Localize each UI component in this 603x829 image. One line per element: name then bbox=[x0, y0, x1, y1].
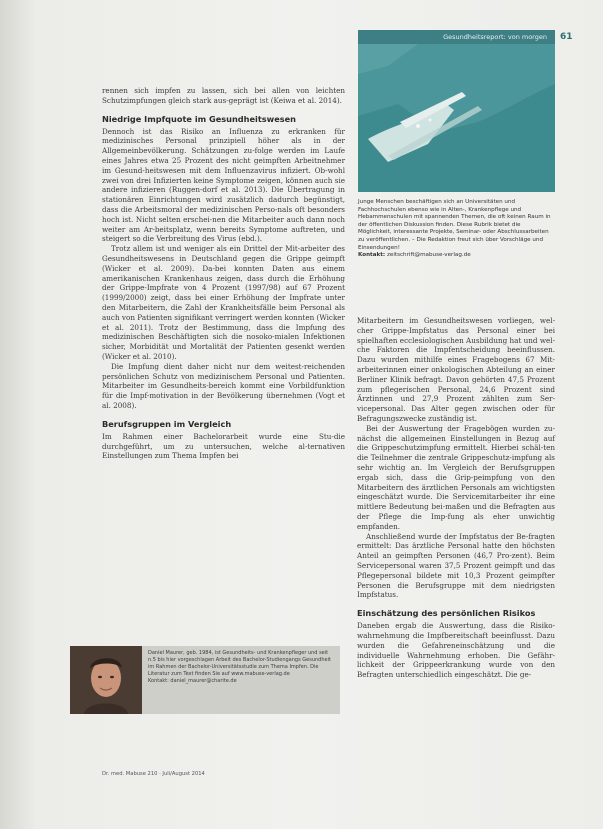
body-paragraph: Mitarbeitern im Gesundheitswesen vorliegen, wel-cher Grippe-Impfstatus das Personal einer bei spielhaften ecclesiologischen Ausbildung hat und wel-che Faktoren die Impfentscheidung beeinflussen. Dazu wurden mithilfe eines Fragebogens 67 Mit-arbeiterinnen einer onkologischen Abteilung an einer Berliner Klinik befragt. Davon gehörten 47,5 Prozent zum pflegerischen Personal, 24,6 Prozent sind Ärztinnen und 27,9 Prozent zählten zum Ser-vicepersonal. Das Alter gegen zwischen oder für Befragungszwecke zuständig ist. bbox=[357, 316, 555, 423]
section-header-label: Gesundheitsreport: von morgen bbox=[443, 33, 547, 41]
page-footer: Dr. med. Mabuse 210 · Juli/August 2014 bbox=[102, 771, 205, 777]
left-column bbox=[102, 86, 345, 461]
author-bio-text: Daniel Maurer, geb. 1984, ist Gesundheits- und Krankenpfleger und seit n.5 bis hier vorgeschlagen Arbeit des Bachelor-Studiengangs Gesundheit im Rahmen der Bachelor-Universitätsstudie zum Thema Impfen. Die Literatur zum Text finden Sie auf www.mabuse-verlag.de bbox=[148, 650, 331, 677]
body-paragraph: Daneben ergab die Auswertung, dass die Risiko-wahrnehmung die Impfbereitschaft beeinflusst. Dazu wurden die Gefahreneinschätzung und die individuelle Wahrnehmung erhoben. Die Gefähr-lichkeit der Grippeerkrankung wurde von den Befragten unterschiedlich eingeschätzt. Die ge- bbox=[357, 621, 555, 680]
caption-text: Junge Menschen beschäftigen sich an Universitäten und Fachhochschulen ebenso wie in Alten-, Krankenpflege und Hebammenschulen mit spannenden Themen, die oft keinen Raum in der öffentlichen Diskussion finden. Diese Rubrik bietet die Möglichkeit, interessante Projekte, Seminar- oder Abschlussarbeiten zu veröffentlichen. – Die Redaktion freut sich über Vorschläge und Einsendungen! bbox=[358, 199, 551, 251]
author-bio bbox=[148, 650, 334, 685]
body-paragraph: Im Rahmen einer Bachelorarbeit wurde eine Stu-die durchgeführt, um zu untersuchen, welche al-ternativen Einstellungen zum Thema Impfen bei bbox=[102, 431, 345, 461]
aerial-photo-graphic bbox=[358, 44, 555, 192]
photo-caption bbox=[358, 199, 555, 260]
intro-paragraph: rennen sich impfen zu lassen, sich bei allen von leichten Schutzimpfungen gleich stark aus-geprägt ist (Keiwa et al. 2014). bbox=[102, 86, 345, 105]
section-header-bar bbox=[358, 30, 555, 44]
right-column bbox=[357, 316, 555, 680]
body-paragraph: Die Impfung dient daher nicht nur dem weitest-reichenden persönlichen Schutz von medizinischem Personal und Patienten. Mitarbeiter im Gesundheits-bereich kommt eine Vorbildfunktion für die Impf-motivation in der Bevölkerung übernehmen (Vogt et al. 2008). bbox=[102, 361, 345, 410]
section-heading-niedrige-impfquote: Niedrige Impfquote im Gesundheitswesen bbox=[102, 113, 297, 124]
page-number: 61 bbox=[560, 32, 573, 42]
caption-contact-label: Kontakt: bbox=[358, 252, 386, 259]
author-portrait-graphic bbox=[70, 646, 142, 714]
body-paragraph: Trotz allem ist und weniger als ein Drittel der Mit-arbeiter des Gesundheitswesens in Deutschland gegen die Grippe geimpft (Wicker et al. 2009). Da-bei konnten Daten aus einem amerikanischen Krankenhaus zeigen, dass durch die Erhöhung der Grippe-Impfrate von 4 Prozent (1997/98) auf 67 Prozent (1999/2000) zeigt, dass bei einer Erhöhung der Impfrate unter den Mitarbeitern, die Zahl der Krankheitsfälle beim Personal als auch von Patienten signifikant verringert werden konnten (Wicker et al. 2011). Trotz der Bestimmung, dass die Impfung des medizinischen Beschäftigten sich die nosoko-mialen Infektionen sicher, Morbidität und Mortalität der Patienten gesenkt werden (Wicker et al. 2010). bbox=[102, 244, 345, 361]
body-paragraph: Dennoch ist das Risiko an Influenza zu erkranken für medizinisches Personal prinzipiell höher als in der Allgemeinbevölkerung. Schätzungen zu-folge werden im Laufe eines Jahres etwa 25 Prozent des nicht geimpften Arbeitnehmer im Gesund-heitswesen mit dem Influenzavirus infiziert. Ob-wohl zwei von drei Infizierten keine Symptome zeigen, können auch sie andere infizieren (Ruggen-dorf et al. 2013). Die Übertragung in stationären Einrichtungen wird zusätzlich dadurch begünstigt, dass die Arbeitsmoral der medizinischen Perso-nals oft besonders hoch ist. Nicht selten erschei-nen die Mitarbeiter auch dann noch weiter am Ar-beitsplatz, wenn bereits Symptome auftreten, und steigert so die Verbreitung des Virus (ebd.). bbox=[102, 126, 345, 244]
author-contact: Kontakt: daniel_maurer@charite.de bbox=[148, 678, 237, 684]
section-heading-berufsgruppen: Berufsgruppen im Vergleich bbox=[102, 418, 232, 429]
body-paragraph: Anschließend wurde der Impfstatus der Be-fragten ermittelt: Das ärztliche Personal hatte den höchsten Anteil an geimpften Personen (46,7 Pro-zent). Beim Servicepersonal waren 37,5 Prozent geimpft und das Pflegepersonal bildete mit 10,3 Prozent geimpfter Personen die Berufsgruppe mit dem niedrigsten Impfstatus. bbox=[357, 531, 555, 600]
author-portrait bbox=[70, 646, 142, 714]
body-paragraph: Bei der Auswertung der Fragebögen wurden zu-nächst die allgemeinen Einstellungen in Bezug auf die Grippeschutzimpfung ermittelt. Hierbei schäl-ten die Teilnehmer die zentrale Grippeschutz-impfung als sehr wichtig an. Im Vergleich der Berufsgruppen ergab sich, dass die Grip-peimpfung von den Mitarbeitern des ärztlichen Personals am wichtigsten eingeschätzt wurde. Die Servicemitarbeiter ihr eine mittlere Bedeutung bei-maßen und die Befragten aus der Pflege die Imp-fung als eher unwichtig empfanden. bbox=[357, 423, 555, 531]
section-heading-einschaetzung: Einschätzung des persönlichen Risikos bbox=[357, 608, 536, 619]
caption-contact-value: zeitschrift@mabuse-verlag.de bbox=[386, 252, 471, 259]
aerial-photo bbox=[358, 44, 555, 192]
